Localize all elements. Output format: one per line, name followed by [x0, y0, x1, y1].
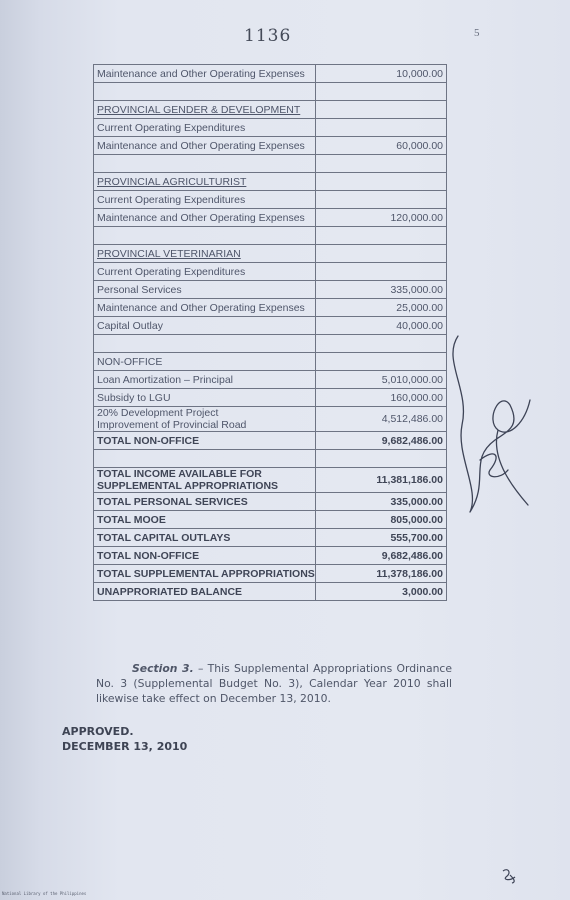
row-amount: 5,010,000.00 — [316, 371, 447, 389]
table-row — [94, 583, 447, 601]
row-amount: 11,378,186.00 — [316, 565, 447, 583]
table-row — [94, 547, 447, 565]
table-row — [94, 450, 447, 468]
row-amount — [316, 353, 447, 371]
table-row — [94, 263, 447, 281]
row-amount — [316, 263, 447, 281]
row-label — [94, 450, 316, 468]
table-row — [94, 281, 447, 299]
row-amount — [316, 119, 447, 137]
row-label — [94, 83, 316, 101]
row-amount: 3,000.00 — [316, 583, 447, 601]
row-label: Maintenance and Other Operating Expenses — [94, 137, 316, 155]
table-row — [94, 83, 447, 101]
row-label: Loan Amortization – Principal — [94, 371, 316, 389]
row-amount: 40,000.00 — [316, 317, 447, 335]
row-amount: 11,381,186.00 — [316, 468, 447, 493]
row-label: Maintenance and Other Operating Expenses — [94, 65, 316, 83]
table-row — [94, 468, 447, 493]
section-3-title: Section 3. — [132, 661, 194, 675]
budget-table-body — [94, 65, 447, 601]
row-amount — [316, 450, 447, 468]
row-label: Maintenance and Other Operating Expenses — [94, 209, 316, 227]
row-amount — [316, 335, 447, 353]
row-label: Current Operating Expenditures — [94, 119, 316, 137]
table-row — [94, 137, 447, 155]
corner-page-number: 5 — [474, 27, 480, 39]
row-label — [94, 335, 316, 353]
row-amount — [316, 83, 447, 101]
row-label: 20% Development Project Improvement of Provincial Road — [94, 407, 316, 432]
row-label — [94, 173, 316, 191]
row-label: Subsidy to LGU — [94, 389, 316, 407]
row-label — [94, 227, 316, 245]
row-label: TOTAL NON-OFFICE — [94, 547, 316, 565]
row-label: TOTAL MOOE — [94, 511, 316, 529]
table-row — [94, 432, 447, 450]
row-amount: 120,000.00 — [316, 209, 447, 227]
row-label: TOTAL NON-OFFICE — [94, 432, 316, 450]
row-amount: 10,000.00 — [316, 65, 447, 83]
row-amount: 60,000.00 — [316, 137, 447, 155]
approval-date: DECEMBER 13, 2010 — [62, 740, 188, 753]
table-row — [94, 191, 447, 209]
handwritten-initials — [500, 865, 520, 885]
row-amount: 9,682,486.00 — [316, 432, 447, 450]
row-label: TOTAL CAPITAL OUTLAYS — [94, 529, 316, 547]
row-label — [94, 245, 316, 263]
table-row — [94, 565, 447, 583]
row-amount: 4,512,486.00 — [316, 407, 447, 432]
row-label: Personal Services — [94, 281, 316, 299]
row-amount: 160,000.00 — [316, 389, 447, 407]
handwritten-signature — [440, 330, 535, 520]
row-label: UNAPPRORIATED BALANCE — [94, 583, 316, 601]
row-amount — [316, 155, 447, 173]
table-row — [94, 155, 447, 173]
row-label: TOTAL PERSONAL SERVICES — [94, 493, 316, 511]
row-amount: 335,000.00 — [316, 493, 447, 511]
section-3-text: – This Supplemental Appropriations Ordinance No. 3 (Supplemental Budget No. 3), Calendar Year 2010 shall likewise take effect on December 13, 2010. — [96, 661, 452, 705]
section-3-paragraph — [96, 661, 452, 706]
table-row — [94, 335, 447, 353]
budget-table — [93, 64, 447, 601]
table-row — [94, 407, 447, 432]
table-row — [94, 389, 447, 407]
table-row — [94, 371, 447, 389]
row-amount: 9,682,486.00 — [316, 547, 447, 565]
row-label: Current Operating Expenditures — [94, 263, 316, 281]
table-row — [94, 65, 447, 83]
row-label: Capital Outlay — [94, 317, 316, 335]
table-row — [94, 493, 447, 511]
section-heading: PROVINCIAL VETERINARIAN — [97, 247, 241, 260]
page-number: 1136 — [244, 26, 292, 46]
table-row — [94, 101, 447, 119]
table-row — [94, 245, 447, 263]
table-row — [94, 173, 447, 191]
row-label: TOTAL INCOME AVAILABLE FOR SUPPLEMENTAL APPROPRIATIONS — [94, 468, 316, 493]
row-label — [94, 155, 316, 173]
row-label — [94, 101, 316, 119]
section-heading: PROVINCIAL GENDER & DEVELOPMENT — [97, 103, 301, 116]
row-amount — [316, 101, 447, 119]
table-row — [94, 529, 447, 547]
row-amount — [316, 191, 447, 209]
table-row — [94, 227, 447, 245]
footer-stamp: National Library of the Philippines — [2, 891, 87, 896]
section-heading: PROVINCIAL AGRICULTURIST — [97, 175, 247, 188]
approval-block — [62, 724, 187, 754]
row-amount: 25,000.00 — [316, 299, 447, 317]
row-amount — [316, 245, 447, 263]
table-row — [94, 209, 447, 227]
table-row — [94, 317, 447, 335]
row-amount: 335,000.00 — [316, 281, 447, 299]
table-row — [94, 299, 447, 317]
row-amount — [316, 227, 447, 245]
table-row — [94, 511, 447, 529]
row-label: TOTAL SUPPLEMENTAL APPROPRIATIONS — [94, 565, 316, 583]
table-row — [94, 119, 447, 137]
row-label: NON-OFFICE — [94, 353, 316, 371]
row-amount: 555,700.00 — [316, 529, 447, 547]
row-label: Maintenance and Other Operating Expenses — [94, 299, 316, 317]
row-amount — [316, 173, 447, 191]
approved-label: APPROVED. — [62, 725, 134, 738]
row-amount: 805,000.00 — [316, 511, 447, 529]
table-row — [94, 353, 447, 371]
row-label: Current Operating Expenditures — [94, 191, 316, 209]
